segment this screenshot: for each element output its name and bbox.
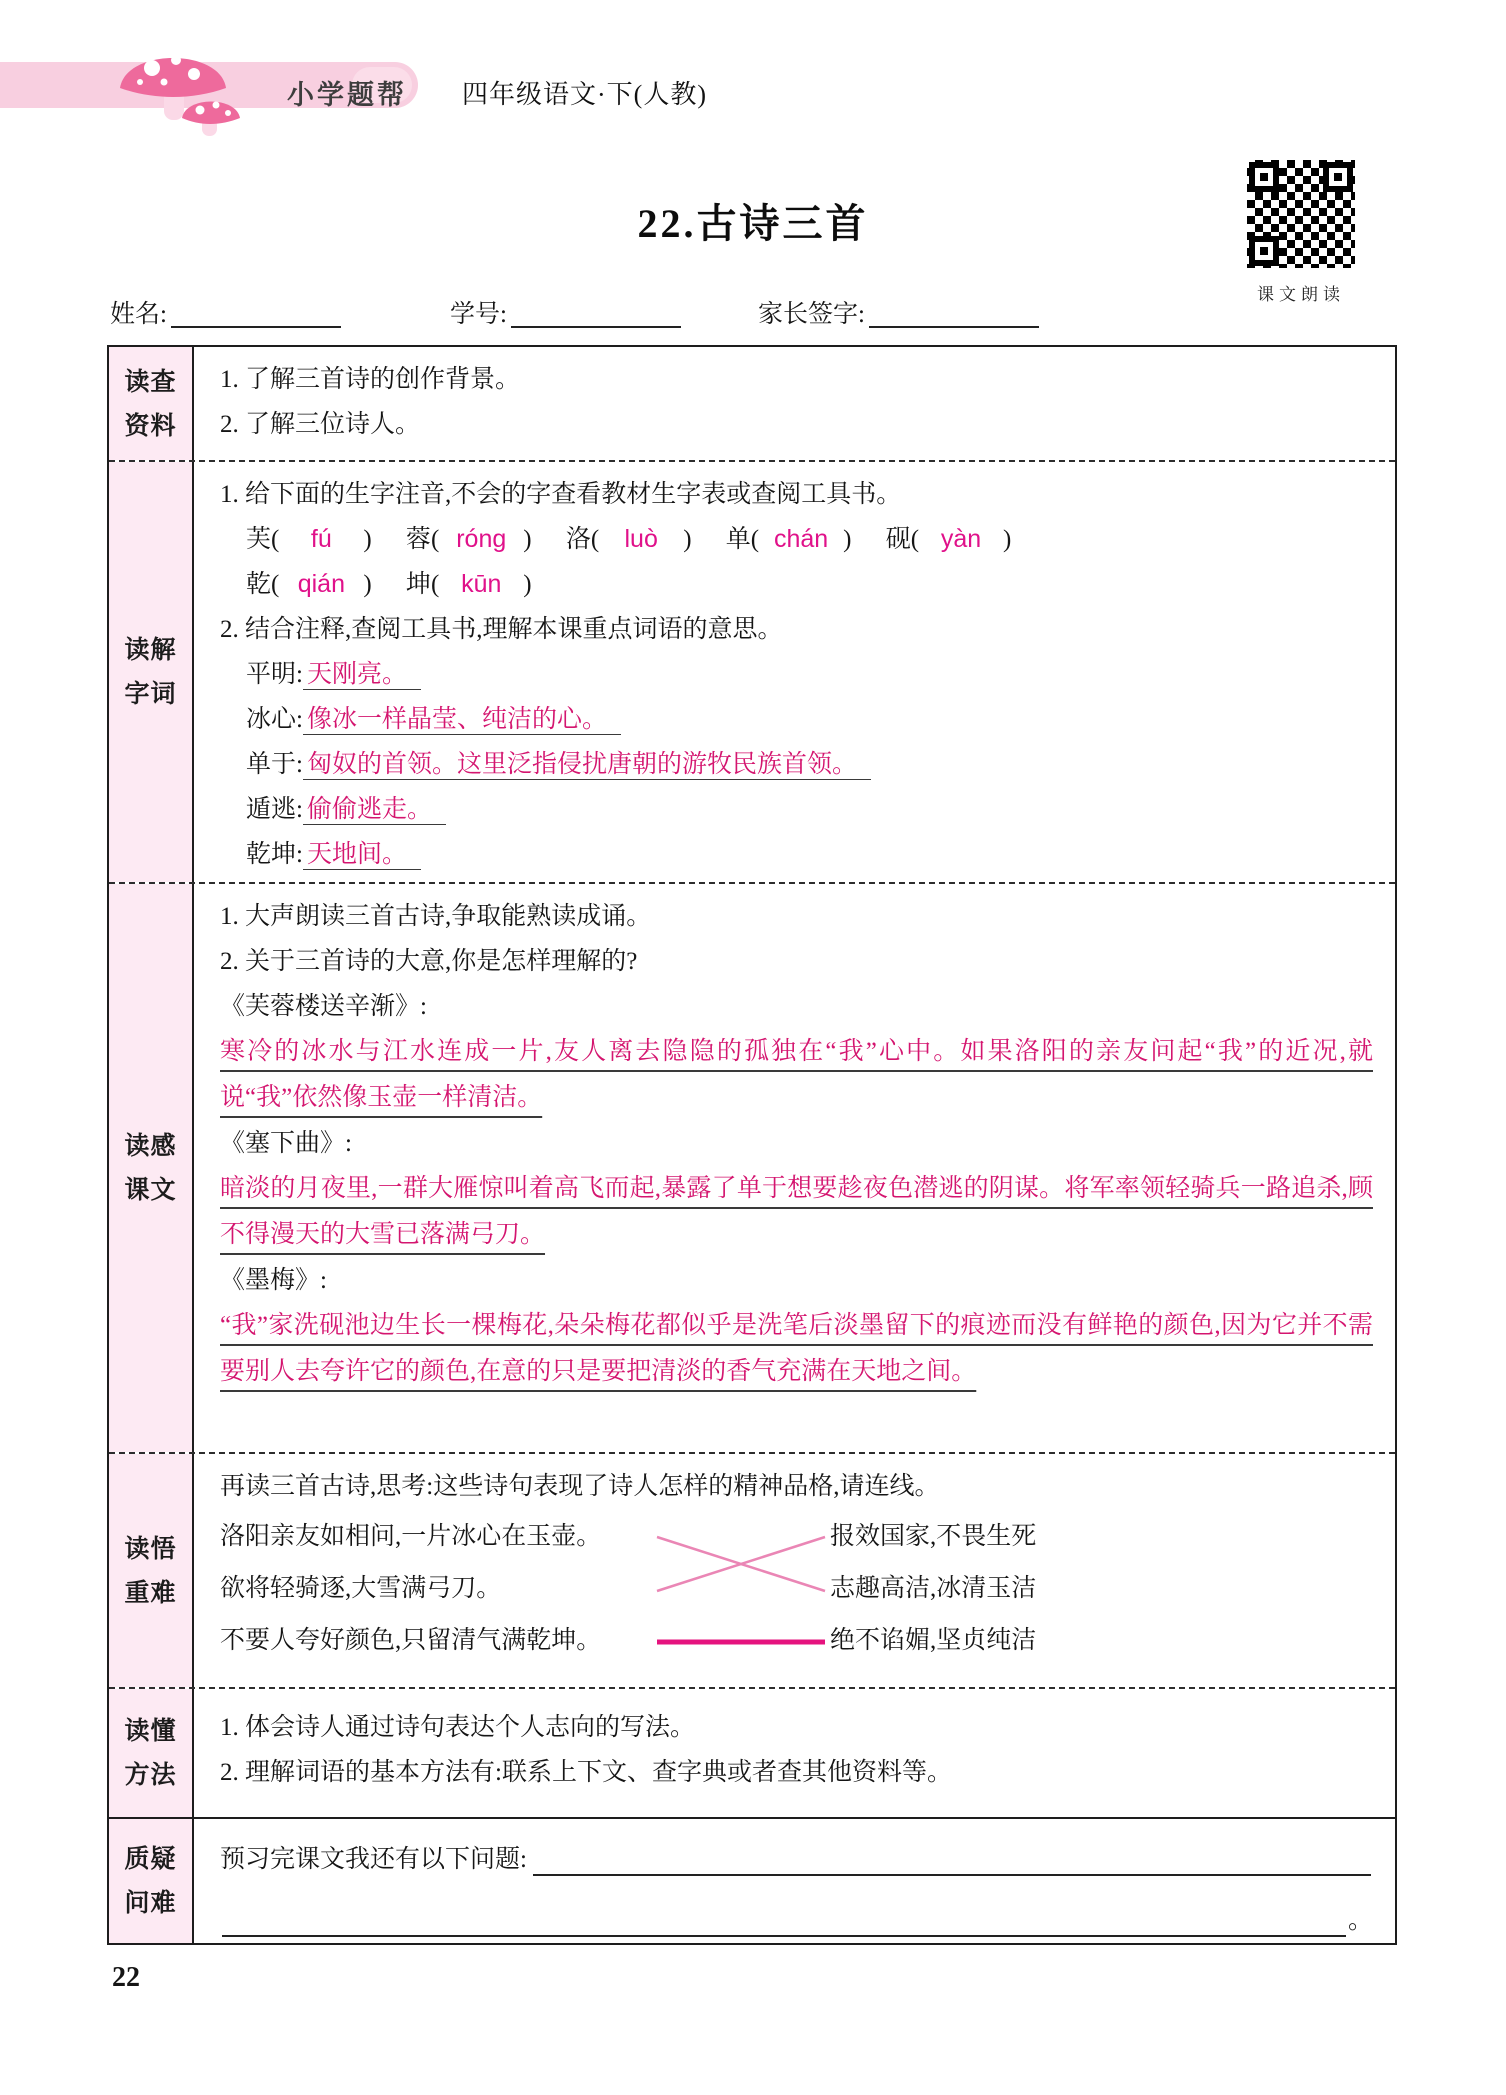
- name-label: 姓名:: [110, 301, 167, 328]
- task-line: 1. 体会诗人通过诗句表达个人志向的写法。: [220, 1714, 696, 1741]
- task-line: 2. 了解三位诗人。: [220, 411, 421, 438]
- poem-title: 《塞下曲》:: [220, 1130, 352, 1157]
- task-line: 2. 理解词语的基本方法有:联系上下文、查字典或者查其他资料等。: [220, 1759, 952, 1786]
- lesson-title: 22.古诗三首: [637, 201, 869, 246]
- match-connector-lines: [655, 1511, 827, 1671]
- course-title: 四年级语文·下(人教): [462, 80, 707, 109]
- pinyin-item: 砚( yàn ): [886, 526, 1012, 553]
- worksheet-table: [107, 345, 1397, 1945]
- brand-badge: 小学题帮: [287, 80, 407, 110]
- pinyin-item: 乾( qián ): [246, 571, 372, 598]
- row-label-research: 读查 资料: [109, 347, 194, 460]
- pinyin-answer: yàn: [940, 525, 982, 553]
- definition-answer: 匈奴的首领。这里泛指侵扰唐朝的游牧民族首领。: [303, 751, 871, 780]
- name-blank[interactable]: [171, 300, 341, 328]
- poem-title: 《芙蓉楼送辛渐》:: [220, 993, 427, 1020]
- poem-title: 《墨梅》:: [220, 1267, 327, 1294]
- qr-finder-icon: [1249, 236, 1279, 266]
- poem-answer: 寒冷的冰水与江水连成一片,友人离去隐隐的孤独在“我”心中。如果洛阳的亲友问起“我”的近况,就说“我”依然像玉壶一样清洁。: [220, 1038, 1373, 1111]
- definition-line: 乾坤: 天地间。: [220, 832, 1373, 877]
- poem-answer: 暗淡的月夜里,一群大雁惊叫着高飞而起,暴露了单于想要趁夜色潜逃的阴谋。将军率领轻骑兵一路追杀,顾不得漫天的大雪已落满弓刀。: [220, 1175, 1373, 1248]
- pinyin-item: 坤( kūn ): [406, 571, 532, 598]
- match-left-item: 洛阳亲友如相问,一片冰心在玉壶。: [220, 1523, 602, 1550]
- definition-answer: 天刚亮。: [303, 661, 421, 690]
- qr-finder-icon: [1249, 162, 1279, 192]
- definition-line: 平明: 天刚亮。: [220, 652, 1373, 697]
- pinyin-item: 洛( luò ): [566, 526, 692, 553]
- matching-exercise: [220, 1511, 1373, 1667]
- match-right-item: 报效国家,不畏生死: [830, 1523, 1037, 1550]
- match-left-item: 欲将轻骑逐,大雪满弓刀。: [220, 1575, 502, 1602]
- task-line: 1. 给下面的生字注音,不会的字查看教材生字表或查阅工具书。: [220, 481, 902, 508]
- table-row-key-points: [109, 1452, 1395, 1687]
- match-right-item: 志趣高洁,冰清玉洁: [830, 1575, 1037, 1602]
- parent-sign-blank[interactable]: [869, 300, 1039, 328]
- row-label-questions: 质疑 问难: [109, 1819, 194, 1943]
- row-label-text: 读感 课文: [109, 884, 194, 1452]
- qr-caption: 课文朗读: [1257, 285, 1345, 304]
- pinyin-item: 单( chán ): [726, 526, 852, 553]
- poem-answer: “我”家洗砚池边生长一棵梅花,朵朵梅花都似乎是洗笔后淡墨留下的痕迹而没有鲜艳的颜色,因为它并不需要别人去夸许它的颜色,在意的只是要把清淡的香气充满在天地之间。: [220, 1312, 1373, 1385]
- task-line: 1. 大声朗读三首古诗,争取能熟读成诵。: [220, 903, 652, 930]
- student-id-blank[interactable]: [511, 300, 681, 328]
- mushroom-logo-icon: [112, 38, 262, 138]
- task-line: 2. 结合注释,查阅工具书,理解本课重点词语的意思。: [220, 616, 783, 643]
- question-prompt: 预习完课文我还有以下问题:: [220, 1846, 527, 1873]
- pinyin-line: [220, 517, 1373, 562]
- definition-answer: 天地间。: [303, 841, 421, 870]
- sentence-period: 。: [1347, 1907, 1373, 1934]
- pinyin-item: 芙( fú ): [246, 526, 372, 553]
- definition-answer: 像冰一样晶莹、纯洁的心。: [303, 706, 621, 735]
- task-line: 1. 了解三首诗的创作背景。: [220, 366, 521, 393]
- pinyin-answer: róng: [456, 525, 507, 553]
- definition-answer: 偷偷逃走。: [303, 796, 446, 825]
- definition-line: 冰心: 像冰一样晶莹、纯洁的心。: [220, 697, 1373, 742]
- page-number: 22: [112, 1962, 140, 1993]
- pinyin-line: [220, 562, 1373, 607]
- table-row-words: [109, 460, 1395, 882]
- match-right-item: 绝不谄媚,坚贞纯洁: [830, 1627, 1037, 1654]
- row-label-key-points: 读悟 重难: [109, 1454, 194, 1687]
- pinyin-answer: fú: [310, 525, 332, 553]
- question-blank[interactable]: [222, 1903, 1346, 1937]
- definition-line: 单于: 匈奴的首领。这里泛指侵扰唐朝的游牧民族首领。: [220, 742, 1373, 787]
- pinyin-answer: kūn: [461, 570, 502, 598]
- parent-sign-label: 家长签字:: [758, 301, 865, 328]
- match-left-item: 不要人夸好颜色,只留清气满乾坤。: [220, 1627, 602, 1654]
- pinyin-answer: chán: [774, 525, 829, 553]
- pinyin-answer: luò: [624, 525, 658, 553]
- table-row-method: [109, 1687, 1395, 1817]
- row-label-words: 读解 字词: [109, 462, 194, 882]
- row-label-method: 读懂 方法: [109, 1689, 194, 1817]
- task-line: 2. 关于三首诗的大意,你是怎样理解的?: [220, 948, 638, 975]
- table-row-research: [109, 347, 1395, 460]
- table-row-questions: [109, 1817, 1395, 1943]
- student-fields: [110, 294, 1400, 334]
- question-blank[interactable]: [533, 1842, 1371, 1876]
- table-row-text: [109, 882, 1395, 1452]
- student-id-label: 学号:: [450, 301, 507, 328]
- qr-finder-icon: [1323, 162, 1353, 192]
- definition-line: 遁逃: 偷偷逃走。: [220, 787, 1373, 832]
- task-line: 再读三首古诗,思考:这些诗句表现了诗人怎样的精神品格,请连线。: [220, 1473, 940, 1500]
- qr-code: [1243, 156, 1359, 272]
- pinyin-answer: qián: [297, 570, 345, 598]
- pinyin-item: 蓉( róng ): [406, 526, 532, 553]
